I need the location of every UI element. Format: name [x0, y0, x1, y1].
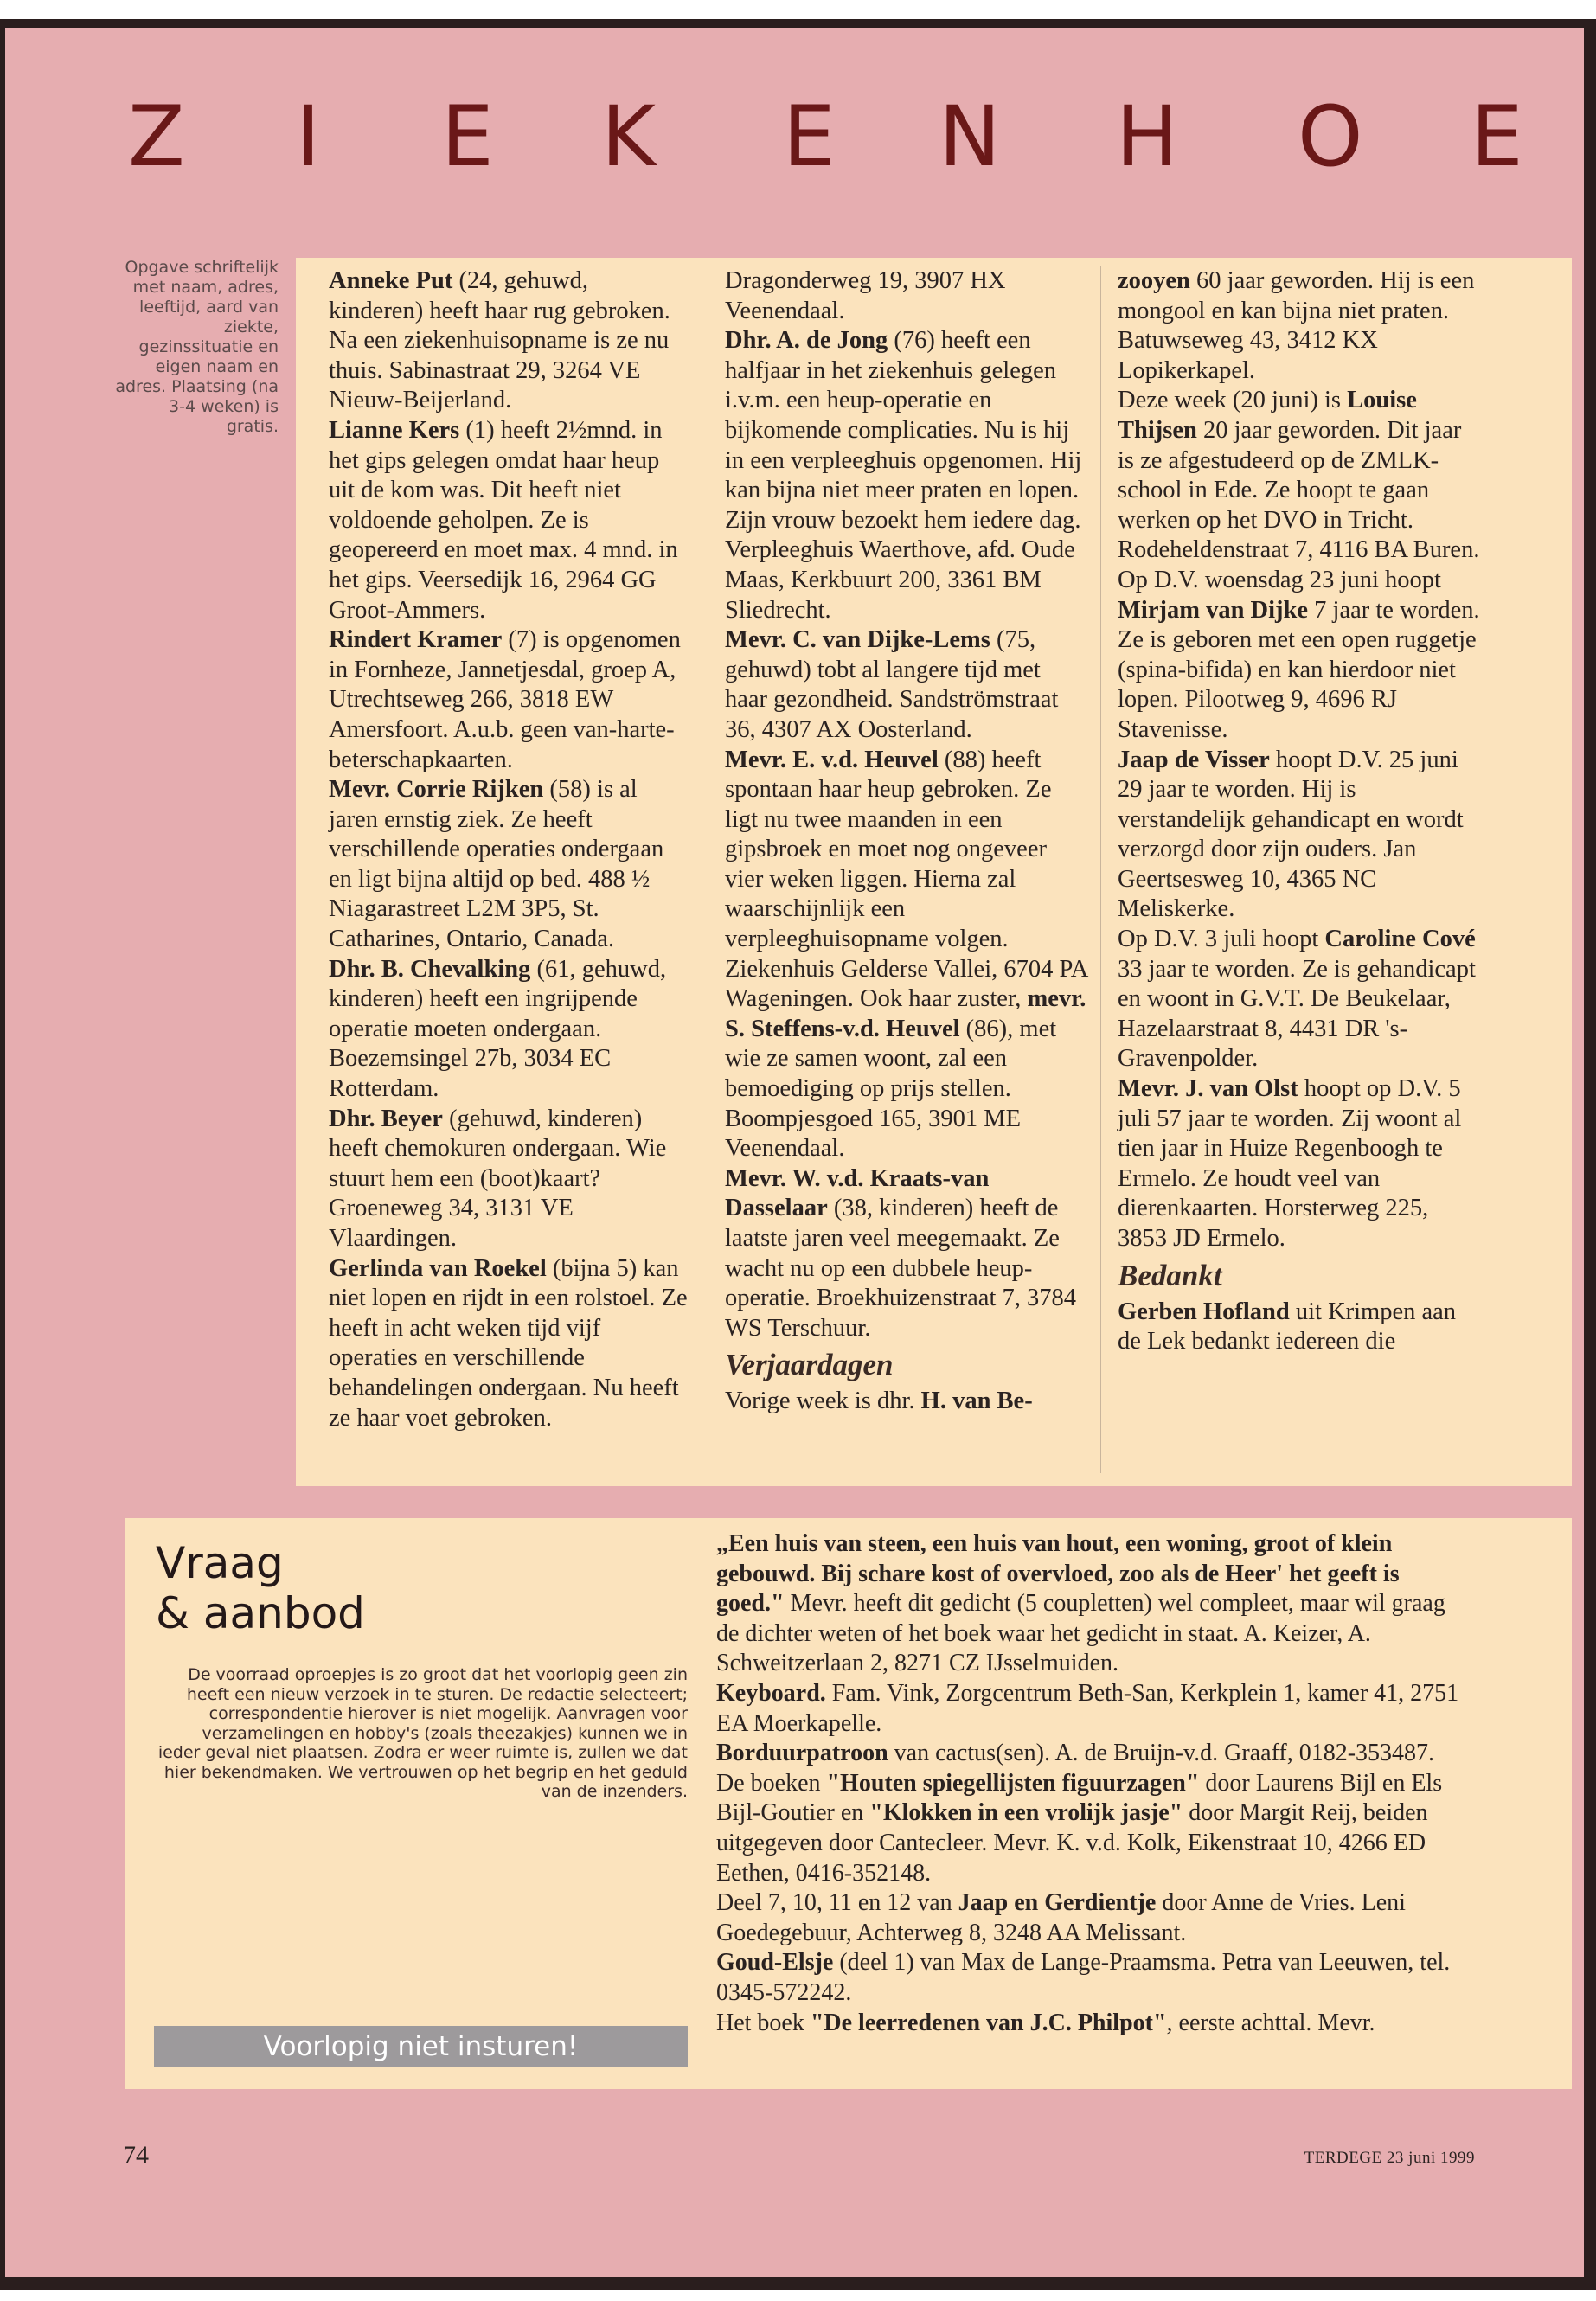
notice [725, 746, 1088, 1164]
notice [725, 1164, 1088, 1344]
ad-item [716, 1948, 1469, 2008]
notice [1118, 386, 1481, 566]
notice-text: (38, kinderen) heeft de laatste jaren veel meegemaakt. Ze wacht nu op een dubbele heup-operatie. Broekhuizenstraat 7, 3784 WS Terschuur. [725, 1195, 1076, 1342]
notice-text: (61, gehuwd, kinderen) heeft een ingrijpende operatie moeten ondergaan. Boezemsingel 27b, 3034 EC Rotterdam. [329, 955, 667, 1103]
ad-item [716, 1888, 1469, 1948]
ad-highlight: Borduurpatroon [716, 1740, 888, 1767]
notice [1118, 566, 1481, 746]
notice [329, 775, 688, 955]
header-letter: N [939, 88, 1001, 185]
ad-text: door Laurens Bijl en Els Bijl-Goutier en [716, 1769, 1443, 1827]
person-name: Lianne Kers [329, 416, 460, 444]
notice-text: (76) heeft een halfjaar in het ziekenhuis gelegen i.v.m. een heup-operatie en bijkomende complicaties. Nu is hij in een verpleeghuis opgenomen. Hij kan bijna niet meer praten en lopen. Zijn vrouw bezoekt hem iedere dag. Verpleeghuis Waerthove, afd. Oude Maas, Kerkbuurt 200, 3361 BM Sliedrecht. [725, 327, 1082, 624]
ad-item [716, 1679, 1469, 1739]
page-number: 74 [123, 2141, 149, 2170]
header-letter: I [296, 88, 321, 185]
ad-text: Mevr. heeft dit gedicht (5 coupletten) wel compleet, maar wil graag de dichter weten of het boek waar het gedicht in staat. A. Keizer, A. Schweitzerlaan 2, 8271 CZ IJsselmuiden. [716, 1590, 1445, 1677]
header-letter: E [1471, 88, 1523, 185]
notice [1118, 1298, 1481, 1357]
notice [329, 625, 688, 775]
notice [725, 326, 1088, 625]
title-line: Vraag [156, 1538, 284, 1588]
notice-text: 60 jaar geworden. Hij is een mongool en kan bijna niet praten. Batuwseweg 43, 3412 KX Lopikerkapel. [1118, 267, 1475, 384]
vraag-intro-text: De voorraad oproepjes is zo groot dat het voorlopig geen zin heeft een nieuw verzoek in te sturen. De redactie selecteert; correspondentie hierover is niet mogelijk. Aanvragen voor verzamelingen en hobby's (zoals theezakjes) kunnen we in ieder geval niet plaatsen. Zodra er weer ruimte is, zullen we dat hier bekendmaken. We vertrouwen op het begrip en het geduld van de inzenders. [157, 1665, 688, 1801]
notice-text: (86), met wie ze samen woont, zal een bemoediging op prijs stellen. Boompjesgoed 165, 3901 ME Veenendaal. [725, 1015, 1057, 1163]
notice [725, 625, 1088, 745]
ads-list [716, 1529, 1469, 2038]
person-name: Mirjam van Dijke [1118, 596, 1309, 624]
title-line: & aanbod [156, 1588, 365, 1638]
ad-highlight: "De leerredenen van J.C. Philpot" [810, 2009, 1167, 2036]
notice-text: (75, gehuwd) tobt al langere tijd met haar gezondheid. Sandströmstraat 36, 4307 AX Oosterland. [725, 626, 1059, 743]
ad-text: Deel 7, 10, 11 en 12 van [716, 1889, 958, 1917]
notice-text: hoopt D.V. 25 juni 29 jaar te worden. Hij is verstandelijk gehandicapt en wordt verzorgd door zijn ouders. Jan Geertsesweg 10, 4365 NC Meliskerke. [1118, 746, 1464, 923]
notice-text: Vorige week is dhr. [725, 1388, 921, 1415]
person-name: Caroline Cové [1324, 926, 1476, 953]
notice [329, 955, 688, 1105]
notice-text: hoopt op D.V. 5 juli 57 jaar te worden. Zij woont al tien jaar in Huize Regenboogh te Ermelo. Ze houdt veel van dierenkaarten. Horsterweg 225, 3853 JD Ermelo. [1118, 1075, 1462, 1252]
notice-text: (bijna 5) kan niet lopen en rijdt in een rolstoel. Ze heeft in acht weken tijd vijf operaties en verschillende behandelingen ondergaan. Nu heeft ze haar voet gebroken. [329, 1254, 688, 1432]
person-name: Dhr. A. de Jong [725, 327, 888, 355]
person-name: Mevr. W. v.d. Kraats-van Dasselaar [725, 1164, 990, 1222]
person-name: Dhr. B. Chevalking [329, 955, 531, 983]
ad-highlight: Jaap en Gerdientje [958, 1889, 1157, 1917]
ad-text: (deel 1) van Max de Lange-Praamsma. Petra van Leeuwen, tel. 0345-572242. [716, 1949, 1451, 2006]
person-name: mevr. S. Steffens-v.d. Heuvel [725, 985, 1086, 1042]
notice-text: 20 jaar geworden. Dit jaar is ze afgestudeerd op de ZMLK-school in Ede. Ze hoopt te gaan werken op het DVO in Tricht. Rodeheldenstraat 7, 4116 BA Buren. [1118, 416, 1480, 564]
notice-text: Op D.V. 3 juli hoopt [1118, 926, 1325, 953]
header-letter: O [1298, 88, 1363, 185]
notice [725, 1387, 1088, 1417]
ad-text: Fam. Vink, Zorgcentrum Beth-San, Kerkplein 1, kamer 41, 2751 EA Moerkapelle. [716, 1679, 1459, 1737]
column-2 [725, 266, 1088, 1417]
ad-item [716, 2009, 1469, 2039]
column-3 [1118, 266, 1481, 1357]
section-heading-bedankt: Bedankt [1118, 1258, 1222, 1292]
ad-text: door Anne de Vries. Leni Goedegebuur, Achterweg 8, 3248 AA Melissant. [716, 1889, 1406, 1946]
ad-highlight: "Klokken in een vrolijk jasje" [869, 1799, 1183, 1827]
header-letter: Z [128, 88, 185, 185]
notice [1118, 1074, 1481, 1254]
notice-bar: Voorlopig niet insturen! [154, 2026, 688, 2067]
notice [1118, 925, 1481, 1074]
person-name: Gerben Hofland [1118, 1298, 1290, 1325]
ad-highlight: Goud-Elsje [716, 1949, 834, 1977]
header-letter: E [783, 88, 836, 185]
person-name: Mevr. C. van Dijke-Lems [725, 626, 990, 654]
header-letter: E [441, 88, 494, 185]
notice [329, 416, 688, 625]
ad-text: De boeken [716, 1769, 827, 1797]
section-heading-verjaardagen: Verjaardagen [725, 1348, 894, 1382]
notice-text: 7 jaar te worden. Ze is geboren met een open ruggetje (spina-bifida) en kan hierdoor niet lopen. Pilootweg 9, 4696 RJ Stavenisse. [1118, 596, 1480, 743]
notice [329, 1105, 688, 1254]
person-name: Dhr. Beyer [329, 1105, 443, 1132]
notice [725, 266, 1088, 326]
notice-text: (7) is opgenomen in Fornheze, Jannetjesdal, groep A, Utrechtseweg 266, 3818 EW Amersfoort. A.u.b. geen van-harte-beterschapkaarten. [329, 626, 681, 773]
vraag-aanbod-title [156, 1538, 365, 1638]
person-name: Jaap de Visser [1118, 746, 1270, 773]
person-name: zooyen [1118, 267, 1190, 294]
person-name: H. van Be- [920, 1388, 1033, 1415]
ad-highlight: "Houten spiegellijsten figuurzagen" [826, 1769, 1200, 1797]
ad-text: van cactus(sen). A. de Bruijn-v.d. Graaff, 0182-353487. [888, 1740, 1435, 1767]
notice-text: (gehuwd, kinderen) heeft chemokuren ondergaan. Wie stuurt hem een (boot)kaart? Groeneweg 34, 3131 VE Vlaardingen. [329, 1105, 667, 1252]
notice-text: (24, gehuwd, kinderen) heeft haar rug gebroken. Na een ziekenhuisopname is ze nu thuis. Sabinastraat 29, 3264 VE Nieuw-Beijerland. [329, 267, 670, 414]
magazine-footer: TERDEGE 23 juni 1999 [1304, 2149, 1475, 2167]
person-name: Louise Thijsen [1118, 387, 1417, 444]
ad-item [716, 1739, 1469, 1769]
column-1 [329, 266, 688, 1433]
notice [1118, 746, 1481, 926]
person-name: Anneke Put [329, 267, 453, 294]
column-divider [1100, 266, 1101, 1473]
person-name: Rindert Kramer [329, 626, 503, 654]
notice [1118, 266, 1481, 386]
ad-highlight: Keyboard. [716, 1679, 826, 1707]
side-note: Opgave schriftelijk met naam, adres, leeftijd, aard van ziekte, gezinssituatie en eigen naam en adres. Plaatsing (na 3-4 weken) is gratis. [115, 258, 279, 436]
notice-text: uit Krimpen aan de Lek bedankt iedereen die [1118, 1298, 1457, 1356]
notice-text: (1) heeft 2½mnd. in het gips gelegen omdat haar heup uit de kom was. Dit heeft niet voldoende geholpen. Ze is geopereerd en moet max. 4 mnd. in het gips. Veersedijk 16, 2964 GG Groot-Ammers. [329, 416, 678, 624]
ad-item [716, 1769, 1469, 1888]
notice [329, 1254, 688, 1434]
ad-text: , eerste achttal. Mevr. [1166, 2009, 1375, 2036]
ad-item [716, 1529, 1469, 1679]
notice-text: Deze week (20 juni) is [1118, 387, 1348, 414]
header-letter: H [1116, 88, 1179, 185]
ad-text: Het boek [716, 2009, 811, 2036]
person-name: Mevr. J. van Olst [1118, 1075, 1298, 1103]
notice-text: 33 jaar te worden. Ze is gehandicapt en woont in G.V.T. De Beukelaar, Hazelaarstraat 8, 4431 DR 's-Gravenpolder. [1118, 955, 1476, 1073]
notice-text: (88) heeft spontaan haar heup gebroken. Ze ligt nu twee maanden in een gipsbroek en moet nog ongeveer vier weken liggen. Hierna zal waarschijnlijk een verpleeghuisopname volgen. Ziekenhuis Gelderse Vallei, 6704 PA Wageningen. Ook haar zuster, [725, 746, 1087, 1013]
ad-text: door Margit Reij, beiden uitgegeven door Cantecleer. Mevr. K. v.d. Kolk, Eikenstraat 10, 4266 ED Eethen, 0416-352148. [716, 1799, 1428, 1887]
person-name: Gerlinda van Roekel [329, 1254, 547, 1282]
notice-text: (58) is al jaren ernstig ziek. Ze heeft verschillende operaties ondergaan en ligt bijna altijd op bed. 488 ½ Niagarastreet L2M 3P5, St. Catharines, Ontario, Canada. [329, 776, 664, 953]
ad-highlight: „Een huis van steen, een huis van hout, een woning, groot of klein gebouwd. Bij schare kost of overvloed, zoo als de Heer' het geeft is goed." [716, 1530, 1400, 1618]
header-letter: K [601, 88, 656, 185]
person-name: Mevr. E. v.d. Heuvel [725, 746, 939, 773]
notice-text: Op D.V. woensdag 23 juni hoopt [1118, 566, 1441, 593]
notice [329, 266, 688, 416]
notice-text: Dragonderweg 19, 3907 HX Veenendaal. [725, 267, 1006, 324]
person-name: Mevr. Corrie Rijken [329, 776, 544, 804]
